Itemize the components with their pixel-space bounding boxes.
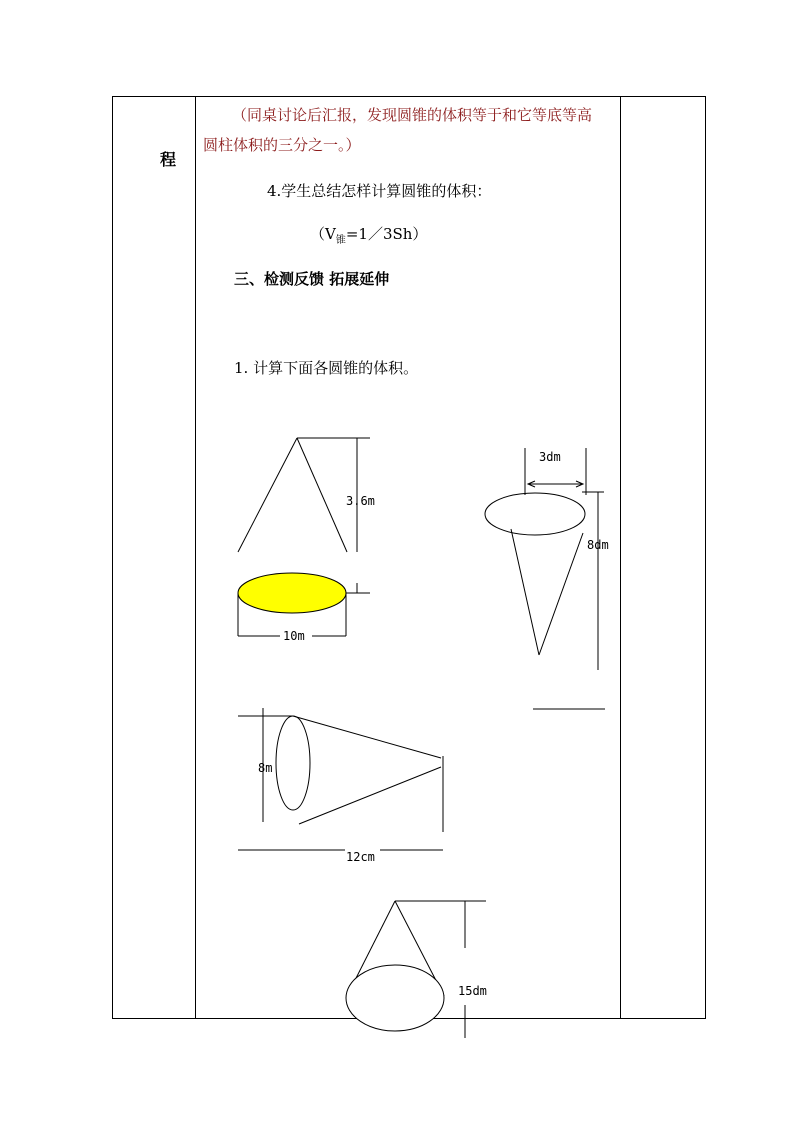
- cone-1-left-side: [238, 438, 297, 552]
- cone-figure-1: [238, 438, 370, 636]
- cone-3-lower-side: [299, 767, 441, 824]
- formula-open: （V: [310, 225, 336, 243]
- cone-3-diameter-label: 8m: [258, 761, 273, 775]
- step-4-text: 4.学生总结怎样计算圆锥的体积：: [267, 182, 492, 200]
- cone-2-base: [485, 493, 585, 535]
- cone-3-length-label: 12cm: [346, 850, 375, 864]
- cone-1-base: [238, 573, 346, 613]
- cone-figure-2: [485, 448, 605, 709]
- formula-rest: =1／3Sh）: [345, 225, 428, 243]
- cone-2-diameter-label: 3dm: [539, 450, 561, 464]
- cone-2-right-side: [539, 533, 583, 655]
- side-label: 程: [160, 150, 177, 169]
- formula-subscript: 锥: [335, 235, 346, 246]
- cone-4-base: [346, 965, 444, 1031]
- discussion-line-1: （同桌讨论后汇报，发现圆锥的体积等于和它等底等高: [232, 106, 593, 124]
- cone-1-right-side: [297, 438, 347, 552]
- section-3-heading: 三、检测反馈 拓展延伸: [234, 270, 390, 288]
- discussion-line-2: 圆柱体积的三分之一。）: [203, 136, 361, 154]
- cone-3-upper-side: [293, 716, 441, 758]
- cone-figure-4: [346, 901, 486, 1038]
- cone-1-height-label: 3.6m: [346, 494, 375, 508]
- cone-2-height-label: 8dm: [587, 538, 609, 552]
- cone-figure-3: [238, 708, 443, 850]
- cone-1-diameter-label: 10m: [283, 629, 305, 643]
- cone-3-base: [276, 716, 310, 810]
- exercise-1-text: 1. 计算下面各圆锥的体积。: [234, 359, 419, 377]
- cone-4-height-label: 15dm: [458, 984, 487, 998]
- cone-2-left-side: [511, 529, 539, 655]
